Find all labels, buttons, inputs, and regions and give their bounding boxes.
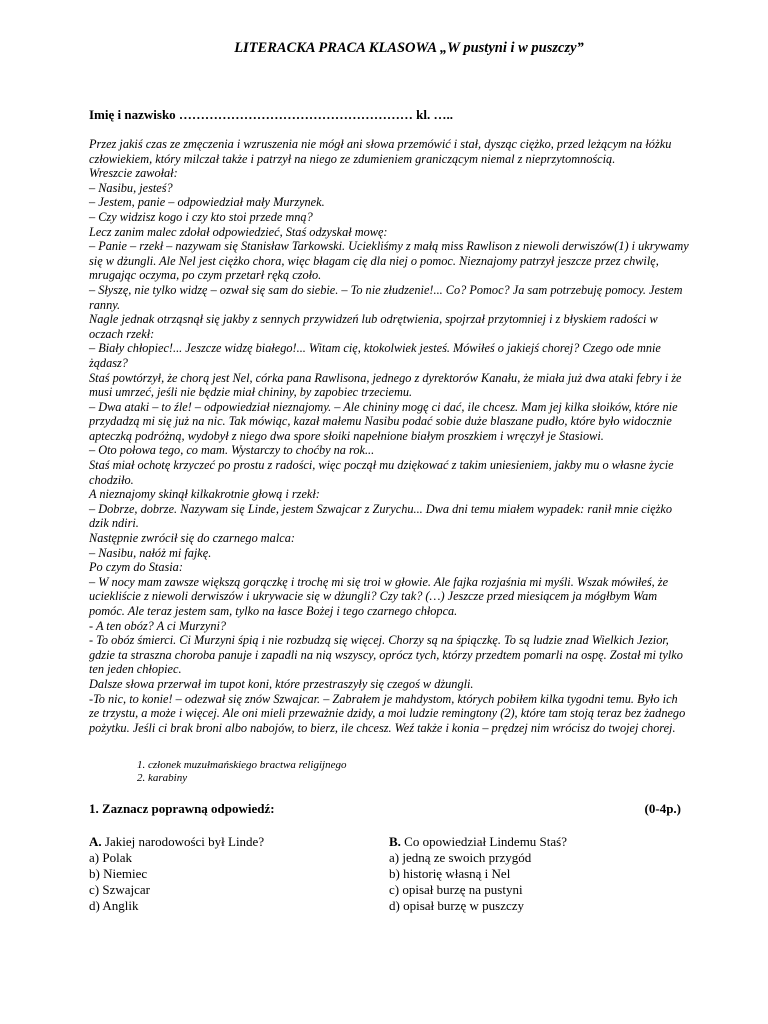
passage-paragraph: – Dobrze, dobrze. Nazywam się Linde, jestem Szwajcar z Zurychu... Dwa dni temu miałem wypadek: ranił mnie ciężko dzik ndiri.: [89, 501, 673, 531]
passage-paragraph: Przez jakiś czas ze zmęczenia i wzruszenia nie mógł ani słowa przemówić i stał, dysząc ciężko, przed leżącym na łóżku człowiekiem, który milczał także i patrzył na niego ze zdumieniem graniczącym niemal z nieprzytomnością.: [89, 137, 672, 166]
passage-paragraph: Lecz zanim malec zdołał odpowiedzieć, Staś odzyskał mowę:: [89, 224, 388, 239]
option[interactable]: a) jedną ze swoich przygód: [389, 850, 532, 866]
passage-paragraph: – Biały chłopiec!... Jeszcze widzę białego!... Witam cię, ktokolwiek jesteś. Mówiłeś o jakiejś chorej? Czego ode mnie żądasz?: [89, 341, 661, 370]
option[interactable]: b) historię własną i Nel: [389, 866, 511, 882]
passage-paragraph: A nieznajomy skinął kilkakrotnie głową i rzekł:: [89, 487, 320, 502]
passage-paragraph: – Jestem, panie – odpowiedział mały Murzynek.: [89, 195, 325, 210]
subquestion-a: [89, 834, 389, 914]
passage-paragraph: - A ten obóz? A ci Murzyni?: [89, 618, 227, 633]
option[interactable]: c) opisał burzę na pustyni: [389, 882, 523, 898]
option[interactable]: b) Niemiec: [89, 866, 148, 882]
passage-paragraph: – Czy widzisz kogo i czy kto stoi przede mną?: [89, 209, 313, 224]
answer-columns: [89, 834, 689, 914]
subq-a-text: Jakiej narodowości był Linde?: [101, 834, 265, 850]
option[interactable]: d) Anglik: [89, 898, 139, 914]
passage-paragraph: Następnie zwrócił się do czarnego malca:: [89, 531, 295, 546]
passage-paragraph: Staś miał ochotę krzyczeć po prostu z radości, więc począł mu dziękować z takim uniesieniem, jakby mu o własne życie chodziło.: [89, 458, 674, 487]
passage-paragraph: -To nic, to konie! – odezwał się znów Szwajcar. – Zabrałem je mahdystom, których pobiłem kilka tygodni temu. Było ich ze trzystu, a może i więcej. Ale oni mieli przeważnie dzidy, a moi ludzie remingtony (2), które tam stoją teraz bez żadnego pożytku. Jeśli ci brak broni albo nabojów, to bierz, ile chcesz. Weź także i konia – prędzej nim wrócisz do twojej chorej.: [89, 691, 686, 735]
footnotes: [137, 759, 689, 785]
question-text: 1. Zaznacz poprawną odpowiedź:: [89, 801, 275, 817]
passage-paragraph: – W nocy mam zawsze większą gorączkę i trochę mi się troi w głowie. Ale fajka rozjaśnia mi myśli. Wszak mówiłeś, że uciekliście z niewoli derwiszów i ukrywacie się w dżungli? Czy tak? (…) Jeszcze przed miesiącem ja mógłbym Wam pomóc. Ale teraz jestem sam, tylko na łasce Bożej i tego czarnego chłopca.: [89, 574, 669, 618]
passage-paragraph: – Nasibu, jesteś?: [89, 180, 173, 195]
footnote: 1. członek muzułmańskiego bractwa religijnego: [137, 759, 347, 772]
passage-paragraph: – Słyszę, nie tylko widzę – ozwał się sam do siebie. – To nie złudzenie!... Co? Pomoc? Ja sam potrzebuję pomocy. Jestem ranny.: [89, 282, 683, 312]
passage-paragraph: Wreszcie zawołał:: [89, 166, 178, 181]
passage-paragraph: Nagle jednak otrząsnął się jakby z sennych przywidzeń lub odrętwienia, spojrzał przytomniej i z błyskiem radości w oczach rzekł:: [89, 312, 658, 341]
subquestion-b: [389, 834, 689, 914]
question-points: (0-4p.): [644, 801, 681, 817]
passage-paragraph: – Nasibu, nałóż mi fajkę.: [89, 545, 212, 560]
reading-passage: [89, 137, 689, 735]
worksheet-page: [89, 40, 689, 914]
passage-paragraph: - To obóz śmierci. Ci Murzyni śpią i nie rozbudzą się więcej. Chorzy są na śpiączkę. To są ludzie znad Wielkich Jezior, gdzie ta straszna choroba panuje i zapadli na nią wszyscy, oprócz tych, którzy przedtem pomarli na ospę. Został mi tylko ten jeden chłopiec.: [89, 633, 683, 677]
passage-paragraph: Staś powtórzył, że chorą jest Nel, córka pana Rawlisona, jednego z dyrektorów Kanału, że miała już dwa ataki febry i że musi umrzeć, jeśli nie będzie miał chininy, by zapobiec trzeciemu.: [89, 370, 682, 400]
question-header: [89, 801, 689, 817]
subq-a-letter: A.: [89, 834, 102, 850]
passage-paragraph: – Panie – rzekł – nazywam się Stanisław Tarkowski. Uciekliśmy z małą miss Rawlison z niewoli derwiszów(1) i ukrywamy się w dżungli. Ale Nel jest ciężko chora, więc błagam cię dla niej o pomoc. Nieznajomy patrzył jeszcze przez chwilę, mrugając oczyma, po czym przetarł ręką czoło.: [89, 239, 689, 283]
page-title: LITERACKA PRACA KLASOWA „W pustyni i w puszczy”: [234, 40, 584, 56]
option[interactable]: c) Szwajcar: [89, 882, 150, 898]
passage-paragraph: – Oto połowa tego, co mam. Wystarczy to choćby na rok...: [89, 443, 375, 458]
subq-b-text: Co opowiedział Lindemu Staś?: [400, 834, 568, 850]
passage-paragraph: – Dwa ataki – to źle! – odpowiedział nieznajomy. – Ale chininy mogę ci dać, ile chcesz. Mam jej kilka słoików, które nie przydadzą mi się już na nic. Tak mówiąc, kazał małemu Nasibu podać sobie duże blaszane pudło, które było widocznie apteczką podróżną, wydobył z niego dwa spore słoiki napełnione białym proszkiem i wręczył je Stasiowi.: [89, 399, 678, 443]
name-class-line: Imię i nazwisko ……………………………………………… kl. …..: [89, 107, 454, 122]
passage-paragraph: Po czym do Stasia:: [89, 560, 183, 575]
option[interactable]: a) Polak: [89, 850, 132, 866]
subq-b-letter: B.: [389, 834, 401, 850]
passage-paragraph: Dalsze słowa przerwał im tupot koni, które przestraszyły się czegoś w dżungli.: [89, 676, 474, 691]
footnote: 2. karabiny: [137, 772, 188, 785]
option[interactable]: d) opisał burzę w puszczy: [389, 898, 525, 914]
